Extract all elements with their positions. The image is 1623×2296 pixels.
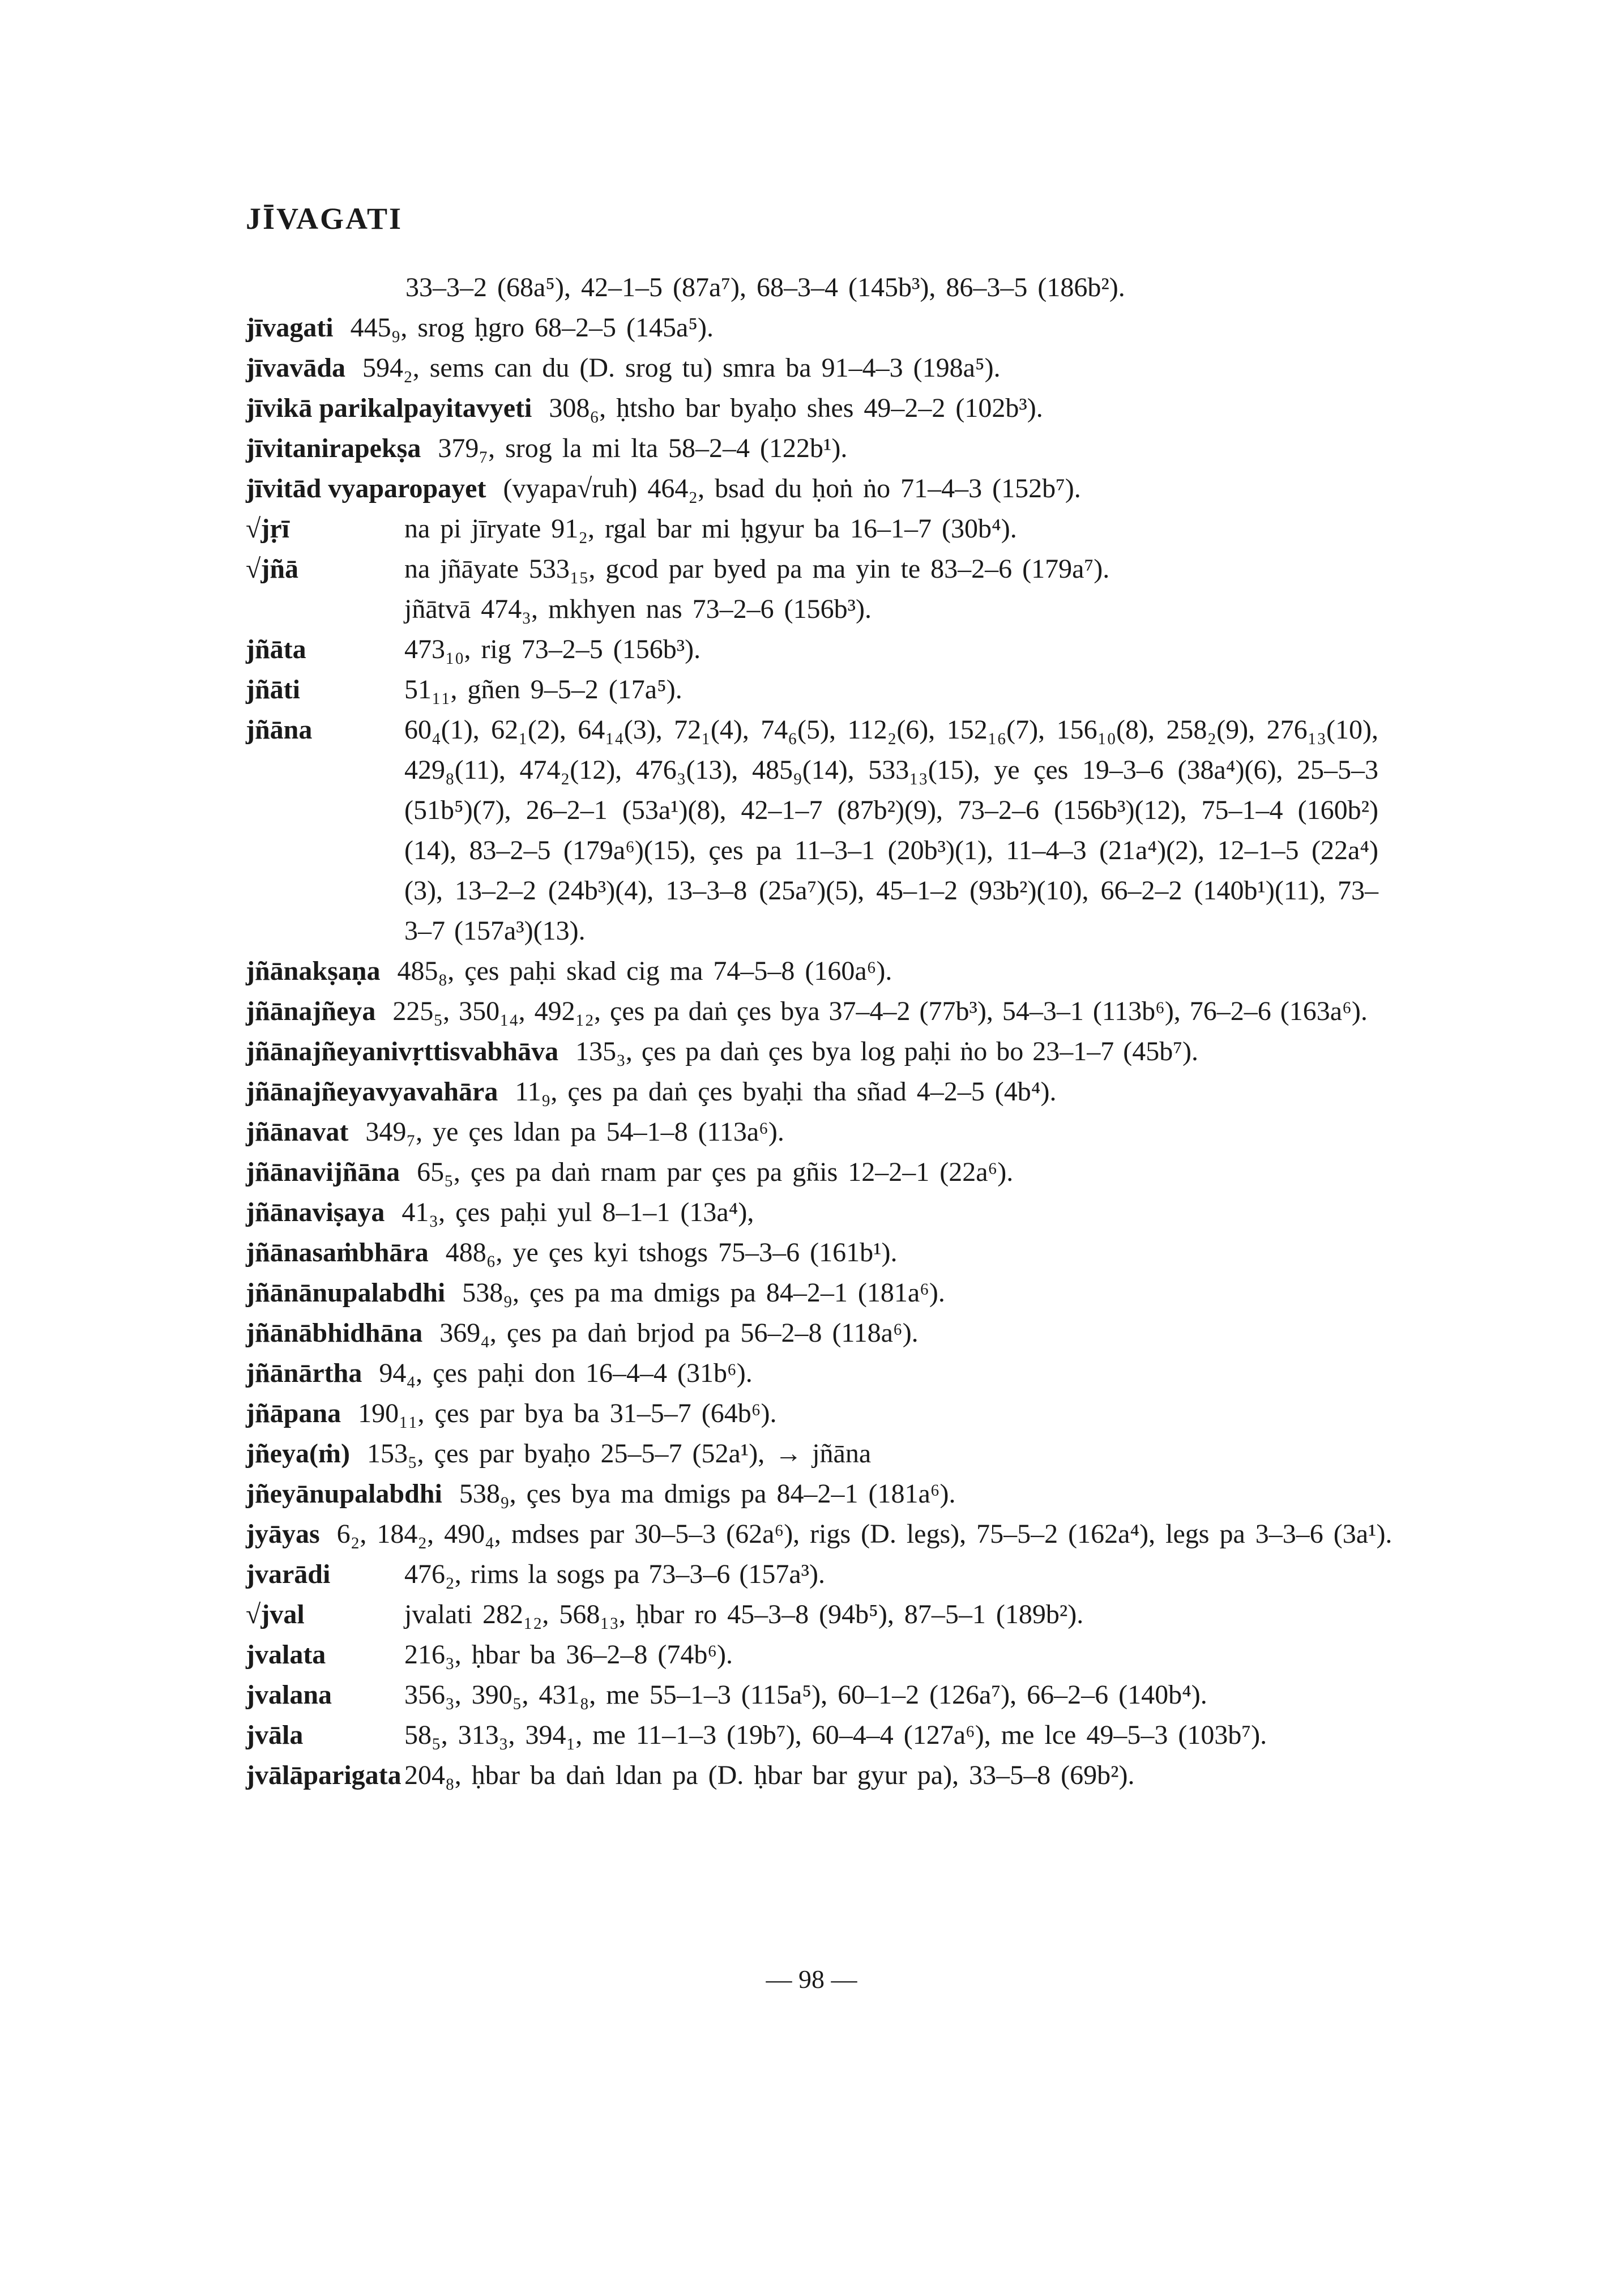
headword: jñānakṣaṇa bbox=[246, 956, 381, 986]
headword: jvarādi bbox=[246, 1559, 331, 1589]
entry-text: 94₄, çes paḥi don 16–4–4 (31b⁶). bbox=[379, 1358, 753, 1388]
entry bbox=[246, 1715, 1378, 1755]
entry-text: 216₃, ḥbar ba 36–2–8 (74b⁶). bbox=[404, 1640, 733, 1670]
headword: jñeyānupalabdhi bbox=[246, 1479, 442, 1509]
entry-text: 445₉, srog ḥgro 68–2–5 (145a⁵). bbox=[350, 313, 714, 343]
entry-text: jvalati 282₁₂, 568₁₃, ḥbar ro 45–3–8 (94b⁵), 87–5–1 (189b²). bbox=[404, 1599, 1084, 1629]
entry bbox=[246, 1313, 1378, 1353]
entry bbox=[246, 1634, 1378, 1675]
entry-text: 473₁₀, rig 73–2–5 (156b³). bbox=[404, 634, 701, 664]
entry bbox=[246, 348, 1378, 388]
page-number: — 98 — bbox=[766, 1965, 857, 1994]
entry-continuation: jñātvā 474₃, mkhyen nas 73–2–6 (156b³). bbox=[404, 594, 872, 624]
entry-text: na jñāyate 533₁₅, gcod par byed pa ma yin te 83–2–6 (179a⁷). bbox=[404, 554, 1110, 584]
entry bbox=[246, 1192, 1378, 1232]
entry bbox=[246, 1152, 1378, 1192]
entry-text: 538₉, çes bya ma dmigs pa 84–2–1 (181a⁶). bbox=[459, 1479, 956, 1509]
headword: √jval bbox=[246, 1599, 305, 1629]
entry bbox=[246, 308, 1378, 348]
entry-text: 485₈, çes paḥi skad cig ma 74–5–8 (160a⁶). bbox=[397, 956, 892, 986]
headword: jīvitanirapekṣa bbox=[246, 433, 421, 463]
entry bbox=[246, 669, 1378, 710]
entry-text: 11₉, çes pa daṅ çes byaḥi tha sñad 4–2–5 (4b⁴). bbox=[515, 1077, 1057, 1107]
entry bbox=[246, 1554, 1378, 1594]
headword: jvāla bbox=[246, 1720, 304, 1750]
headword: jñāti bbox=[246, 675, 300, 705]
entry-text: 58₅, 313₃, 394₁, me 11–1–3 (19b⁷), 60–4–4 (127a⁶), me lce 49–5–3 (103b⁷). bbox=[404, 1720, 1267, 1750]
entry-text: 538₉, çes pa ma dmigs pa 84–2–1 (181a⁶). bbox=[462, 1278, 945, 1308]
entry-text: 135₃, çes pa daṅ çes bya log paḥi ṅo bo 23–1–7 (45b⁷). bbox=[575, 1036, 1198, 1066]
entry-text: (vyapa√ruh) 464₂, bsad du ḥoṅ ṅo 71–4–3 (152b⁷). bbox=[503, 473, 1081, 503]
headword: jvālāparigata bbox=[246, 1760, 402, 1790]
headword: jñāpana bbox=[246, 1398, 341, 1428]
entry-text: 65₅, çes pa daṅ rnam par çes pa gñis 12–2–1 (22a⁶). bbox=[417, 1157, 1014, 1187]
entry bbox=[246, 1232, 1378, 1273]
entry-text: 488₆, ye çes kyi tshogs 75–3–6 (161b¹). bbox=[445, 1237, 898, 1268]
entry bbox=[246, 1594, 1378, 1634]
headword: jñānavijñāna bbox=[246, 1157, 400, 1187]
headword: jñānajñeya bbox=[246, 996, 376, 1026]
entry bbox=[246, 1072, 1378, 1112]
entry bbox=[246, 549, 1378, 589]
headword: jīvagati bbox=[246, 313, 334, 343]
headword: jvalata bbox=[246, 1640, 326, 1670]
headword: jñānajñeyavyavahāra bbox=[246, 1077, 498, 1107]
entry bbox=[246, 509, 1378, 549]
entry bbox=[246, 468, 1378, 509]
entry-text: 225₅, 350₁₄, 492₁₂, çes pa daṅ çes bya 37–4–2 (77b³), 54–3–1 (113b⁶), 76–2–6 (163a⁶). bbox=[392, 996, 1368, 1026]
headword: jñānārtha bbox=[246, 1358, 362, 1388]
entry bbox=[246, 1112, 1378, 1152]
headword: jīvikā parikalpayitavyeti bbox=[246, 393, 532, 423]
entry bbox=[246, 428, 1378, 468]
headword: jñānavat bbox=[246, 1117, 349, 1147]
entry bbox=[246, 1474, 1378, 1514]
headword: jñānānupalabdhi bbox=[246, 1278, 446, 1308]
headword: jñāna bbox=[246, 715, 313, 745]
dictionary-entries bbox=[246, 267, 1393, 1795]
entry-text: 356₃, 390₅, 431₈, me 55–1–3 (115a⁵), 60–1–2 (126a⁷), 66–2–6 (140b⁴). bbox=[404, 1680, 1207, 1710]
entry-text: 349₇, ye çes ldan pa 54–1–8 (113a⁶). bbox=[365, 1117, 784, 1147]
headword: jñānābhidhāna bbox=[246, 1318, 423, 1348]
entry-text: 476₂, rims la sogs pa 73–3–6 (157a³). bbox=[404, 1559, 826, 1589]
headword: jyāyas bbox=[246, 1519, 320, 1549]
entry-text: 41₃, çes paḥi yul 8–1–1 (13a⁴), bbox=[402, 1197, 754, 1227]
headword: jñānaviṣaya bbox=[246, 1197, 385, 1227]
entry-text: 204₈, ḥbar ba daṅ ldan pa (D. ḥbar bar gyur pa), 33–5–8 (69b²). bbox=[404, 1760, 1135, 1790]
entry bbox=[246, 1755, 1378, 1795]
entry bbox=[246, 1675, 1378, 1715]
entry bbox=[246, 629, 1378, 669]
headword: √jñā bbox=[246, 554, 299, 584]
page-header: JĪVAGATI bbox=[246, 202, 403, 236]
entry bbox=[246, 1031, 1378, 1072]
entry-text: 6₂, 184₂, 490₄, mdses par 30–5–3 (62a⁶), rigs (D. legs), 75–5–2 (162a⁴), legs pa 3–3–6 (3a¹). bbox=[336, 1519, 1393, 1549]
headword: jñānajñeyanivṛttisvabhāva bbox=[246, 1036, 559, 1066]
entry bbox=[246, 710, 1378, 951]
headword: jñāta bbox=[246, 634, 306, 664]
headword: jīvavāda bbox=[246, 353, 346, 383]
entry bbox=[246, 951, 1378, 991]
entry-text: 594₂, sems can du (D. srog tu) smra ba 91–4–3 (198a⁵). bbox=[362, 353, 1001, 383]
entry-text: 379₇, srog la mi lta 58–2–4 (122b¹). bbox=[438, 433, 848, 463]
entry bbox=[246, 1393, 1378, 1433]
headword: jvalana bbox=[246, 1680, 332, 1710]
entry-continuation: 33–3–2 (68a⁵), 42–1–5 (87a⁷), 68–3–4 (145b³), 86–3–5 (186b²). bbox=[405, 272, 1125, 302]
headword: jñānasaṁbhāra bbox=[246, 1237, 429, 1268]
entry-text: 153₅, çes par byaḥo 25–5–7 (52a¹), → jñāna bbox=[366, 1439, 872, 1469]
entry bbox=[246, 1273, 1378, 1313]
entry bbox=[246, 1353, 1378, 1393]
entry bbox=[246, 388, 1378, 428]
entry bbox=[246, 1433, 1378, 1474]
entry bbox=[246, 991, 1378, 1031]
entry-text: 60₄(1), 62₁(2), 64₁₄(3), 72₁(4), 74₆(5), 112₂(6), 152₁₆(7), 156₁₀(8), 258₂(9), 276₁₃(10), 429₈(11), 474₂(12), 476₃(13), 485₉(14), 533₁₃(15), ye çes 19–3–6 (38a⁴)(6), 25–5–3 (51b⁵)(7), 26–2–1 (53a¹)(8), 42–1–7 (87b²)(9), 73–2–6 (156b³)(12), 75–1–4 (160b²)(14), 83–2–5 (179a⁶)(15), çes pa 11–3–1 (20b³)(1), 11–4–3 (21a⁴)(2), 12–1–5 (22a⁴)(3), 13–2–2 (24b³)(4), 13–3–8 (25a⁷)(5), 45–1–2 (93b²)(10), 66–2–2 (140b¹)(11), 73–3–7 (157a³)(13). bbox=[404, 715, 1378, 946]
entry-text: na pi jīryate 91₂, rgal bar mi ḥgyur ba 16–1–7 (30b⁴). bbox=[404, 514, 1017, 544]
entry-text: 190₁₁, çes par bya ba 31–5–7 (64b⁶). bbox=[358, 1398, 777, 1428]
entry-text: 308₆, ḥtsho bar byaḥo shes 49–2–2 (102b³). bbox=[549, 393, 1043, 423]
entry-text: 51₁₁, gñen 9–5–2 (17a⁵). bbox=[404, 675, 682, 705]
headword: √jṛī bbox=[246, 514, 289, 544]
entry-text: 369₄, çes pa daṅ brjod pa 56–2–8 (118a⁶). bbox=[439, 1318, 919, 1348]
headword: jñeya(ṁ) bbox=[246, 1439, 350, 1469]
headword: jīvitād vyaparopayet bbox=[246, 473, 486, 503]
entry bbox=[246, 1514, 1393, 1554]
